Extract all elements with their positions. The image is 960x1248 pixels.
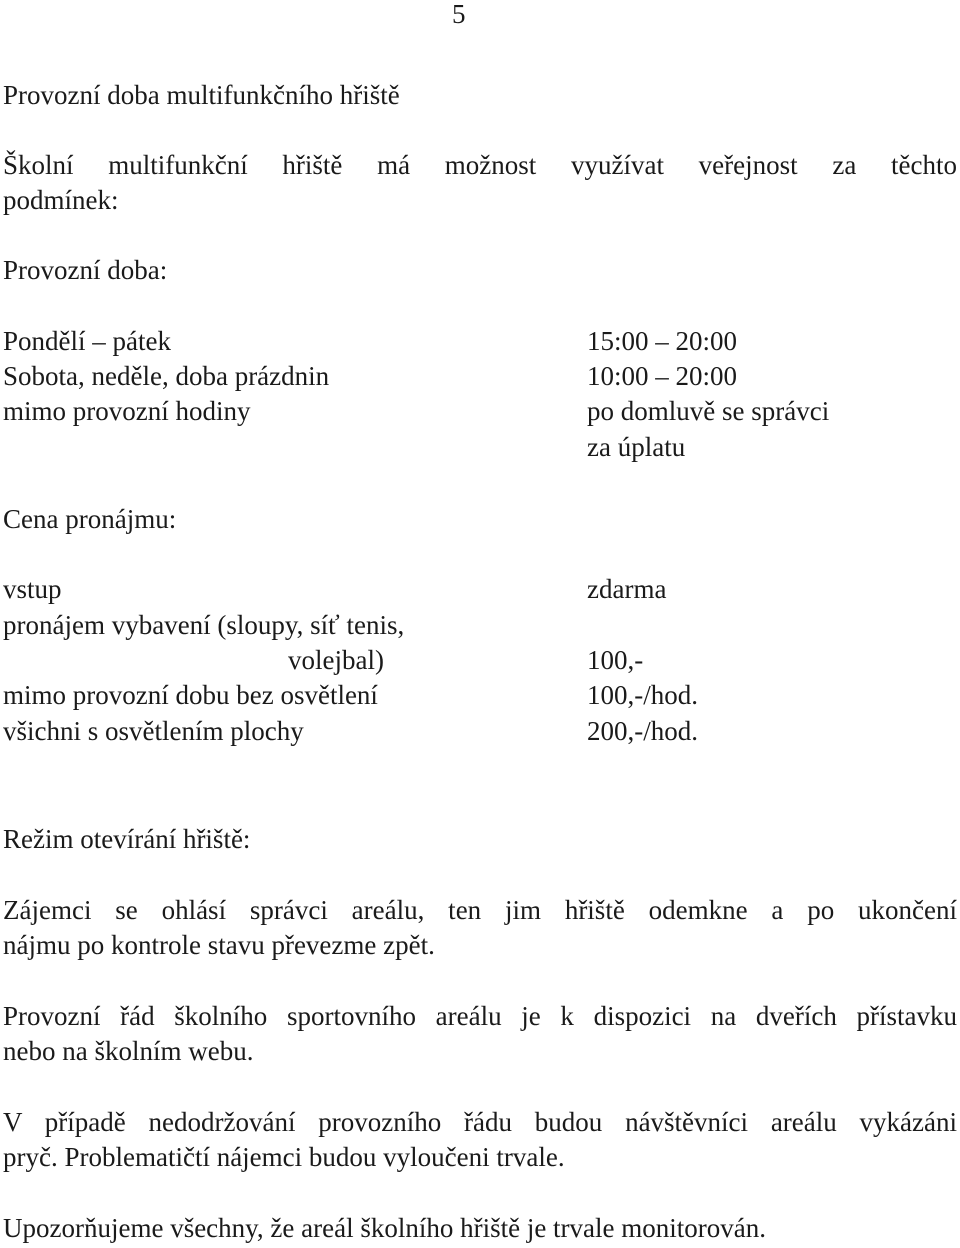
price-equipment-line-2: volejbal) (288, 645, 384, 675)
hours-day-weekdays: Pondělí – pátek (3, 326, 171, 356)
opening-p1-line-2: nájmu po kontrole stavu převezme zpět. (3, 930, 435, 960)
price-entry-value: zdarma (587, 574, 667, 604)
opening-p1-line-1: Zájemci se ohlásí správci areálu, ten jim hřiště odemkne a po ukončení (3, 895, 957, 925)
hours-note: za úplatu (587, 432, 686, 462)
opening-p2-line-2: nebo na školním webu. (3, 1036, 254, 1066)
hours-label: Provozní doba: (3, 255, 168, 285)
hours-time-outside: po domluvě se správci (587, 396, 830, 426)
hours-day-outside: mimo provozní hodiny (3, 396, 251, 426)
section-heading: Provozní doba multifunkčního hřiště (3, 80, 400, 110)
page-number: 5 (452, 0, 466, 29)
intro-line-1: Školní multifunkční hřiště má možnost využívat veřejnost za těchto (3, 150, 957, 180)
price-equipment-line-1: pronájem vybavení (sloupy, síť tenis, (3, 610, 405, 640)
opening-paragraph-4: Upozorňujeme všechny, že areál školního hřiště je trvale monitorován. (3, 1213, 767, 1243)
price-nolight-item: mimo provozní dobu bez osvětlení (3, 680, 378, 710)
price-light-value: 200,-/hod. (587, 716, 698, 746)
hours-time-weekdays: 15:00 – 20:00 (587, 326, 738, 356)
hours-time-weekend: 10:00 – 20:00 (587, 361, 738, 391)
price-equipment-value: 100,- (587, 645, 644, 675)
opening-p3-line-1: V případě nedodržování provozního řádu budou návštěvníci areálu vykázáni (3, 1107, 957, 1137)
price-light-item: všichni s osvětlením plochy (3, 716, 304, 746)
intro-line-2: podmínek: (3, 185, 119, 215)
opening-p2-line-1: Provozní řád školního sportovního areálu je k dispozici na dveřích přístavku (3, 1001, 957, 1031)
opening-paragraph-1 (3, 893, 957, 963)
price-nolight-value: 100,-/hod. (587, 680, 698, 710)
price-entry-item: vstup (3, 574, 62, 604)
opening-paragraph-2 (3, 999, 957, 1069)
prices-label: Cena pronájmu: (3, 504, 177, 534)
hours-day-weekend: Sobota, neděle, doba prázdnin (3, 361, 330, 391)
opening-label: Režim otevírání hřiště: (3, 824, 251, 854)
opening-paragraph-3 (3, 1105, 957, 1175)
opening-p3-line-2: pryč. Problematičtí nájemci budou vyloučeni trvale. (3, 1142, 565, 1172)
